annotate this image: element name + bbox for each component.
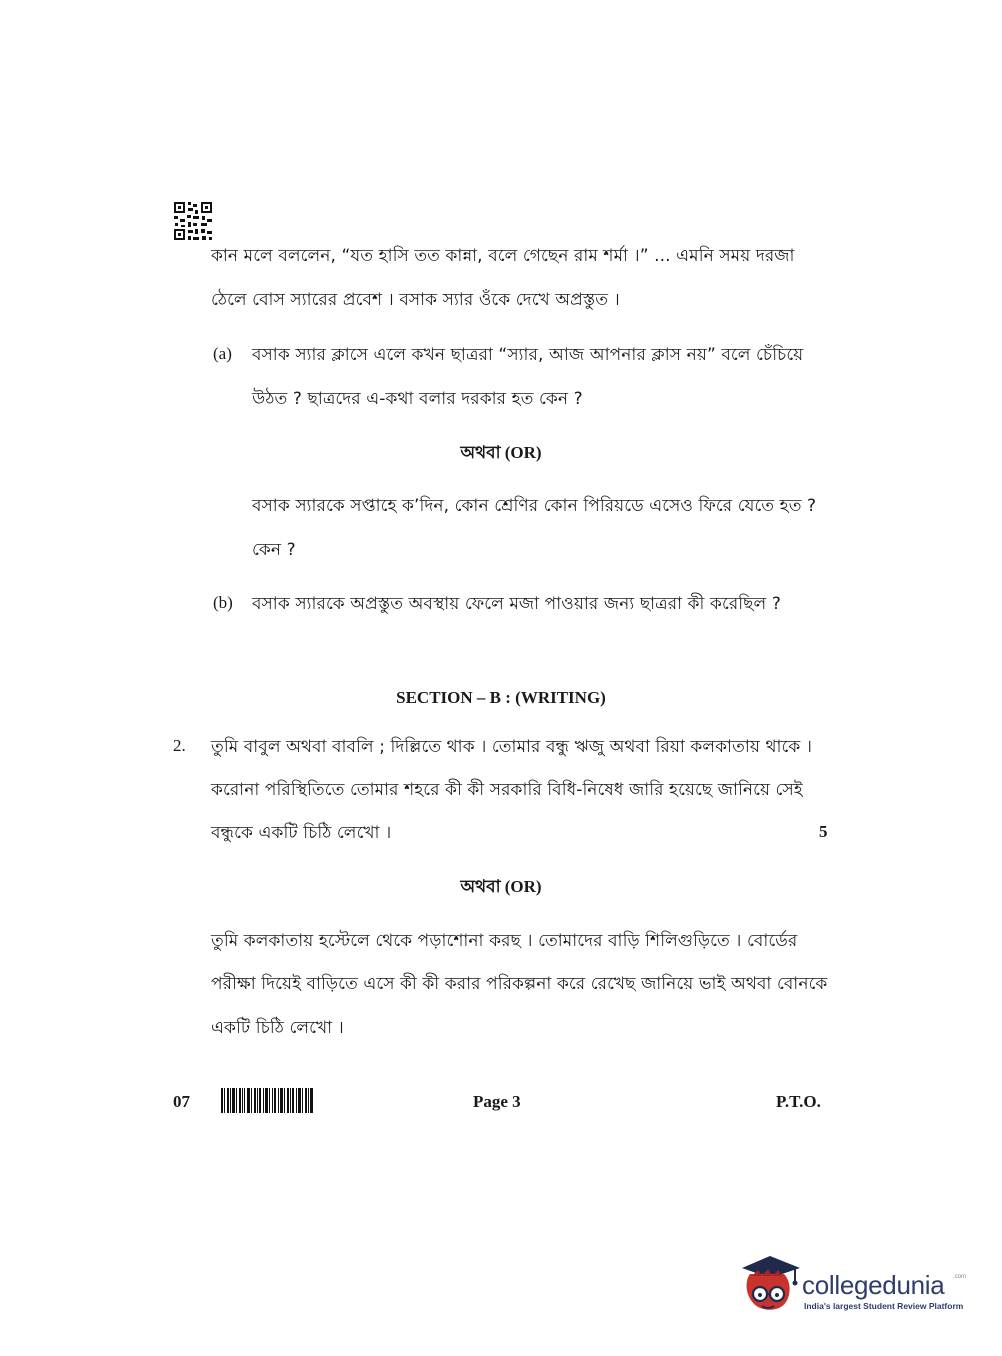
barcode-icon xyxy=(221,1088,313,1113)
logo-wordmark: collegedunia xyxy=(802,1270,945,1300)
collegedunia-logo xyxy=(740,1250,970,1320)
question-2-marks: 5 xyxy=(819,822,828,841)
please-turn-over: P.T.O. xyxy=(776,1092,821,1111)
question-2-alt-line-3: একটি চিঠি লেখো । xyxy=(211,1018,344,1038)
passage-line-1: কান মলে বললেন, “যত হাসি তত কান্না, বলে গেছেন রাম শর্মা ।” ... এমনি সময় দরজা xyxy=(211,246,795,266)
question-1a-line-1: বসাক স্যার ক্লাসে এলে কখন ছাত্ররা “স্যার, আজ আপনার ক্লাস নয়” বলে চেঁচিয়ে xyxy=(252,345,804,365)
page-number: Page 3 xyxy=(473,1092,521,1111)
logo-domain: .com xyxy=(953,1274,967,1280)
question-2-alt-line-1: তুমি কলকাতায় হস্টেলে থেকে পড়াশোনা করছ । তোমাদের বাড়ি শিলিগুড়িতে । বোর্ডের xyxy=(211,931,798,951)
question-2-line-1: তুমি বাবুল অথবা বাবলি ; দিল্লিতে থাক । তোমার বন্ধু ঋজু অথবা রিয়া কলকাতায় থাকে । xyxy=(211,737,813,757)
paper-code: 07 xyxy=(173,1092,190,1111)
or-divider-1: অথবা (OR) xyxy=(460,443,542,462)
qr-code-icon xyxy=(173,201,213,241)
or-divider-2: অথবা (OR) xyxy=(460,877,542,896)
question-1a-label: (a) xyxy=(213,344,232,363)
question-2-alt-line-2: পরীক্ষা দিয়েই বাড়িতে এসে কী কী করার পরিকল্পনা করে রেখেছ জানিয়ে ভাই অথবা বোনকে xyxy=(211,974,828,994)
mascot-icon xyxy=(740,1252,802,1318)
question-1b-label: (b) xyxy=(213,593,233,612)
question-1a-alt-line-1: বসাক স্যারকে সপ্তাহে ক’দিন, কোন শ্রেণির কোন পিরিয়ডে এসেও ফিরে যেতে হত ? xyxy=(252,496,817,516)
question-2-number: 2. xyxy=(173,736,186,755)
logo-tagline: India's largest Student Review Platform xyxy=(804,1301,964,1311)
question-1b-line-1: বসাক স্যারকে অপ্রস্তুত অবস্থায় ফেলে মজা পাওয়ার জন্য ছাত্ররা কী করেছিল ? xyxy=(252,594,781,614)
question-2-line-3: বন্ধুকে একটি চিঠি লেখো । xyxy=(211,823,392,843)
section-b-title: SECTION – B : (WRITING) xyxy=(396,688,606,707)
question-1a-line-2: উঠত ? ছাত্রদের এ-কথা বলার দরকার হত কেন ? xyxy=(252,389,583,409)
passage-line-2: ঠেলে বোস স্যারের প্রবেশ । বসাক স্যার ওঁকে দেখে অপ্রস্তুত । xyxy=(211,290,620,310)
question-2-line-2: করোনা পরিস্থিতিতে তোমার শহরে কী কী সরকারি বিধি-নিষেধ জারি হয়েছে জানিয়ে সেই xyxy=(211,780,803,800)
question-1a-alt-line-2: কেন ? xyxy=(252,540,296,560)
